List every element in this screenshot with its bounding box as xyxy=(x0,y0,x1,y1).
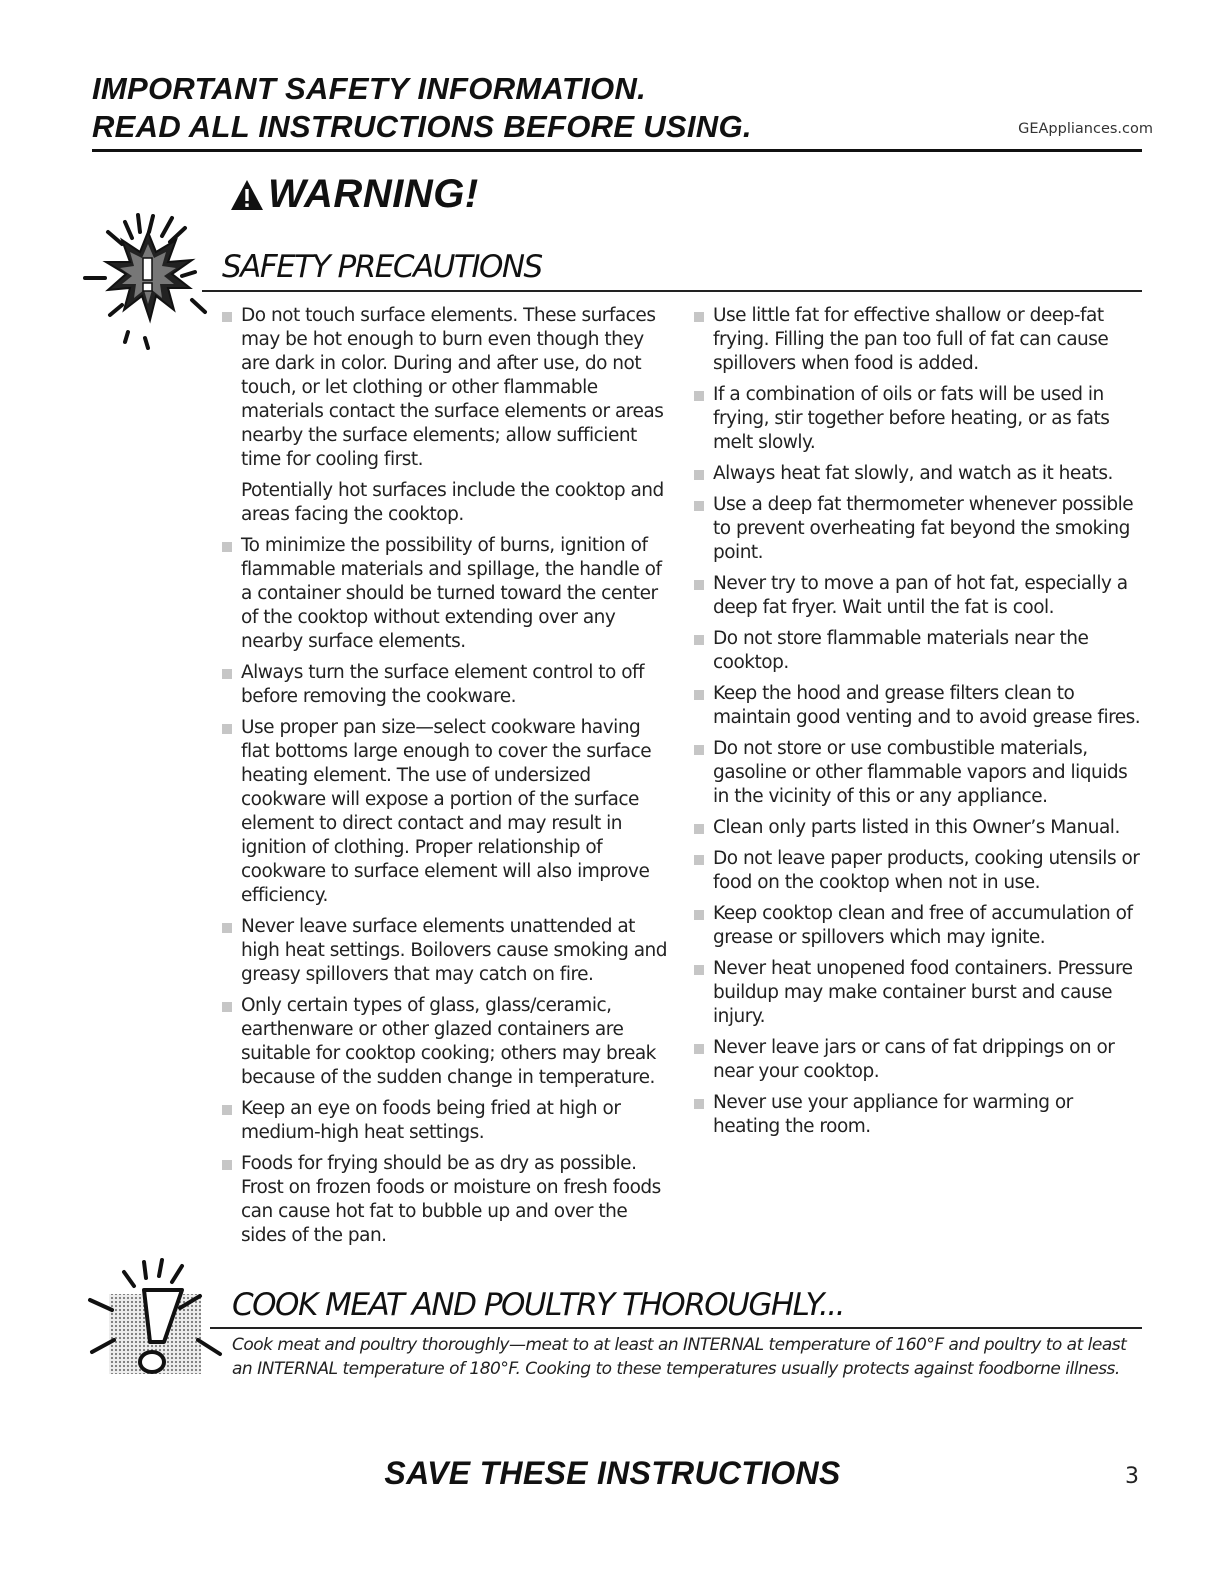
safety-bullet-item: Never leave surface elements unattended at high heat settings. Boilovers cause smoking and greasy spillovers that may catch on fire. xyxy=(222,915,672,987)
safety-title-rule xyxy=(202,290,1142,292)
safety-bullet-item: Never use your appliance for warming or heating the room. xyxy=(694,1091,1142,1139)
cook-meat-text: Cook meat and poultry thoroughly—meat to at least an INTERNAL temperature of 160°F and poultry to at least an INTERNAL temperature of 180°F. Cooking to these temperatures usually protects against foodborne illness. xyxy=(232,1335,1127,1379)
safety-note-paragraph: Potentially hot surfaces include the cooktop and areas facing the cooktop. xyxy=(241,480,664,525)
safety-bullet-item: Clean only parts listed in this Owner’s Manual. xyxy=(694,816,1142,840)
safety-bullet-item: Use a deep fat thermometer whenever possible to prevent overheating fat beyond the smoking point. xyxy=(694,493,1142,565)
safety-bullet-item: Keep an eye on foods being fried at high or medium-high heat settings. xyxy=(222,1097,672,1145)
safety-bullet-item: Keep cooktop clean and free of accumulation of grease or spillovers which may ignite. xyxy=(694,902,1142,950)
safety-bullet-item: Always turn the surface element control to off before removing the cookware. xyxy=(222,661,672,709)
safety-bullet-item: Do not touch surface elements. These surfaces may be hot enough to burn even though they are dark in color. During and after use, do not touch, or let clothing or other flammable materials contact the surface elements or areas nearby the surface elements; allow sufficient time for cooling first. xyxy=(222,304,672,472)
header-rule xyxy=(92,149,1142,152)
safety-bullet-item: Foods for frying should be as dry as possible. Frost on frozen foods or moisture on fresh foods can cause hot fat to bubble up and over the sides of the pan. xyxy=(222,1152,672,1248)
safety-bullet-item: Never try to move a pan of hot fat, especially a deep fat fryer. Wait until the fat is cool. xyxy=(694,572,1142,620)
cook-meat-title: COOK MEAT AND POULTRY THOROUGHLY... xyxy=(232,1287,844,1323)
page-number: 3 xyxy=(1125,1464,1139,1489)
meat-warning-icon xyxy=(82,1252,227,1387)
warning-triangle-icon xyxy=(229,178,265,212)
safety-bullet-item: Use proper pan size—select cookware having flat bottoms large enough to cover the surface heating element. The use of undersized cookware will expose a portion of the surface element to direct contact and may result in ignition of clothing. Proper relationship of cookware to surface element will also improve efficiency. xyxy=(222,716,672,908)
safety-precautions-title: SAFETY PRECAUTIONS xyxy=(222,249,542,285)
safety-bullet-item: If a combination of oils or fats will be used in frying, stir together before heating, or as fats melt slowly. xyxy=(694,383,1142,455)
safety-bullet-item: Never heat unopened food containers. Pressure buildup may make container burst and cause injury. xyxy=(694,957,1142,1029)
warning-heading xyxy=(229,172,479,217)
safety-bullet-item: To minimize the possibility of burns, ignition of flammable materials and spillage, the handle of a container should be turned toward the center of the cooktop without extending over any nearby surface elements. xyxy=(222,534,672,654)
explosion-warning-icon xyxy=(80,210,225,350)
warning-text: WARNING! xyxy=(268,172,479,216)
header-line-2: READ ALL INSTRUCTIONS BEFORE USING. xyxy=(92,109,752,144)
safety-bullet-item: Always heat fat slowly, and watch as it heats. xyxy=(694,462,1142,486)
header-line-1: IMPORTANT SAFETY INFORMATION. xyxy=(92,71,647,106)
safety-bullet-item: Do not store flammable materials near the cooktop. xyxy=(694,627,1142,675)
safety-bullet-item: Keep the hood and grease filters clean to maintain good venting and to avoid grease fires. xyxy=(694,682,1142,730)
safety-left-column xyxy=(222,304,672,1255)
cook-title-rule xyxy=(210,1327,1142,1329)
save-instructions: SAVE THESE INSTRUCTIONS xyxy=(384,1455,841,1491)
website-link[interactable]: GEAppliances.com xyxy=(1018,121,1153,137)
safety-bullet-item: Do not leave paper products, cooking utensils or food on the cooktop when not in use. xyxy=(694,847,1142,895)
page-header xyxy=(92,70,752,146)
safety-bullet-item: Only certain types of glass, glass/ceramic, earthenware or other glazed containers are suitable for cooktop cooking; others may break because of the sudden change in temperature. xyxy=(222,994,672,1090)
safety-bullet-item: Use little fat for effective shallow or deep-fat frying. Filling the pan too full of fat can cause spillovers when food is added. xyxy=(694,304,1142,376)
safety-right-column xyxy=(694,304,1142,1146)
safety-bullet-item: Do not store or use combustible materials, gasoline or other flammable vapors and liquids in the vicinity of this or any appliance. xyxy=(694,737,1142,809)
safety-bullet-item: Never leave jars or cans of fat drippings on or near your cooktop. xyxy=(694,1036,1142,1084)
